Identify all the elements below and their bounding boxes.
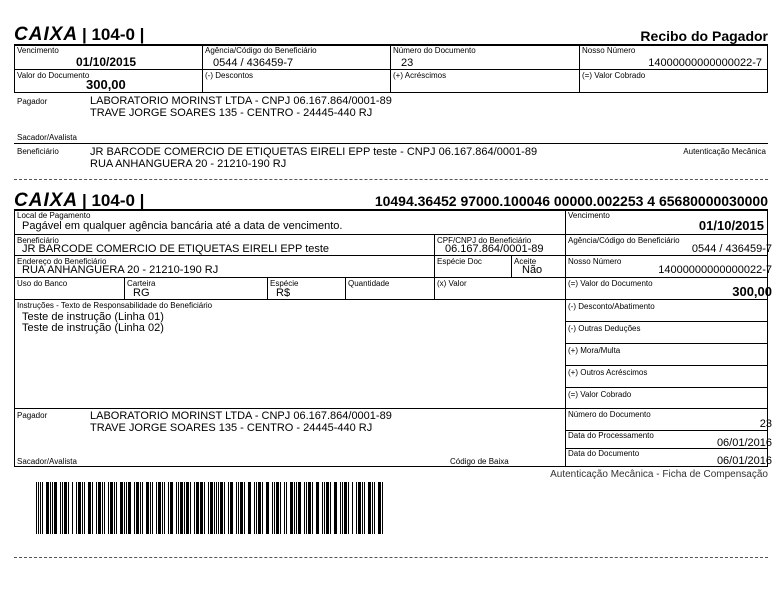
barcode-bar	[374, 482, 375, 534]
barcode-bar	[64, 482, 67, 534]
barcode-bar	[254, 482, 255, 534]
barcode-bar	[240, 482, 243, 534]
barcode-bar	[46, 482, 49, 534]
barcode-bar	[248, 482, 251, 534]
codigo-baixa-label: Código de Baixa	[450, 457, 509, 466]
valor-value: 300,00	[86, 77, 126, 92]
barcode-bar	[168, 482, 169, 534]
barcode-bar	[140, 482, 141, 534]
barcode-bar	[326, 482, 329, 534]
data-processamento-label: Data do Processamento	[568, 431, 654, 440]
acrescimos-label: (+) Acréscimos	[393, 71, 447, 80]
divider	[14, 234, 768, 235]
ficha-compensacao-label: Autenticação Mecânica - Ficha de Compensação	[550, 469, 768, 480]
deducoes-label: (-) Outras Deduções	[568, 324, 641, 333]
valor-documento-label: (=) Valor do Documento	[568, 279, 653, 288]
barcode-bar	[230, 482, 233, 534]
barcode-bar	[196, 482, 199, 534]
cnpj-value: 06.167.864/0001-89	[445, 243, 544, 255]
valor-label: Valor do Documento	[17, 71, 90, 80]
divider	[14, 408, 768, 409]
nosso-numero-label: Nosso Número	[582, 46, 636, 55]
endereco-label: Endereço do Beneficiário	[17, 257, 107, 266]
divider	[565, 387, 768, 388]
divider	[434, 278, 435, 299]
barcode-bar	[256, 482, 257, 534]
barcode-bar	[164, 482, 165, 534]
barcode-bar	[334, 482, 337, 534]
especie-value: R$	[276, 287, 291, 299]
divider	[345, 278, 346, 299]
numdoc-label: Número do Documento	[393, 46, 476, 55]
divider	[14, 466, 768, 467]
barcode-bar	[312, 482, 313, 534]
barcode-bar	[330, 482, 331, 534]
barcode-bar	[238, 482, 239, 534]
barcode-bar	[98, 482, 101, 534]
x-valor-label: (x) Valor	[437, 279, 467, 288]
quantidade-label: Quantidade	[348, 279, 390, 288]
barcode-bar	[276, 482, 279, 534]
receipt-title: Recibo do Pagador	[640, 28, 768, 44]
barcode-bar	[280, 482, 281, 534]
beneficiario-line2: RUA ANHANGUERA 20 - 21210-190 RJ	[90, 158, 287, 170]
barcode	[36, 482, 388, 534]
barcode-bar	[72, 482, 73, 534]
barcode-bar	[162, 482, 163, 534]
divider	[390, 45, 391, 92]
barcode-bar	[102, 482, 103, 534]
divider	[767, 45, 768, 92]
barcode-bar	[294, 482, 295, 534]
divider	[565, 210, 566, 466]
divider	[511, 256, 512, 277]
cut-line	[14, 557, 768, 558]
vencimento-label: Vencimento	[568, 211, 610, 220]
barcode-bar	[126, 482, 127, 534]
instrucoes-label: Instruções - Texto de Responsabilidade do Beneficiário	[17, 301, 213, 310]
barcode-bar	[78, 482, 81, 534]
barcode-bar	[304, 482, 305, 534]
barcode-bar	[40, 482, 41, 534]
divider	[14, 143, 768, 144]
barcode-bar	[298, 482, 301, 534]
barcode-bar	[156, 482, 157, 534]
barcode-bar	[308, 482, 311, 534]
pagador-line2: TRAVE JORGE SOARES 135 - CENTRO - 24445-440 RJ	[90, 107, 373, 119]
barcode-bar	[52, 482, 53, 534]
bank-code: | 104-0 |	[82, 191, 145, 210]
barcode-bar	[114, 482, 115, 534]
barcode-bar	[210, 482, 213, 534]
numdoc-value: 23	[401, 57, 414, 69]
divider	[14, 92, 768, 93]
barcode-bar	[178, 482, 179, 534]
desconto-label: (-) Desconto/Abatimento	[568, 302, 655, 311]
barcode-bar	[378, 482, 381, 534]
bank-code: | 104-0 |	[82, 25, 145, 44]
barcode-bar	[200, 482, 203, 534]
data-documento-label: Data do Documento	[568, 449, 640, 458]
pagador-line1: LABORATORIO MORINST LTDA - CNPJ 06.167.864/0001-89	[90, 95, 392, 107]
barcode-bar	[272, 482, 273, 534]
barcode-bar	[82, 482, 83, 534]
barcode-bar	[170, 482, 173, 534]
barcode-bar	[364, 482, 365, 534]
divider	[14, 44, 768, 46]
valor-documento-value: 300,00	[732, 284, 772, 299]
pagador-label: Pagador	[17, 411, 48, 420]
barcode-bar	[262, 482, 263, 534]
barcode-bar	[284, 482, 285, 534]
barcode-bar	[322, 482, 323, 534]
barcode-bar	[296, 482, 297, 534]
barcode-bar	[352, 482, 353, 534]
barcode-bar	[88, 482, 91, 534]
barcode-bar	[176, 482, 177, 534]
barcode-bar	[340, 482, 341, 534]
aceite-label: Aceite	[514, 257, 537, 266]
barcode-bar	[324, 482, 325, 534]
agencia-label: Agência/Código do Beneficiário	[568, 236, 680, 245]
numdoc-label: Número do Documento	[568, 410, 651, 419]
divider	[202, 45, 203, 92]
barcode-bar	[180, 482, 183, 534]
barcode-bar	[368, 482, 371, 534]
valor-cobrado-label: (=) Valor Cobrado	[582, 71, 646, 80]
divider	[124, 278, 125, 299]
barcode-bar	[214, 482, 215, 534]
barcode-bar	[224, 482, 225, 534]
pagador-line1: LABORATORIO MORINST LTDA - CNPJ 06.167.864/0001-89	[90, 410, 392, 422]
divider	[14, 255, 768, 256]
caixa-logo: CAIXA	[14, 24, 79, 45]
descontos-label: (-) Descontos	[205, 71, 254, 80]
divider	[579, 45, 580, 92]
barcode-bar	[84, 482, 85, 534]
nosso-numero-label: Nosso Número	[568, 257, 622, 266]
barcode-bar	[190, 482, 191, 534]
barcode-bar	[68, 482, 69, 534]
barcode-bar	[358, 482, 361, 534]
barcode-bar	[60, 482, 61, 534]
barcode-bar	[146, 482, 149, 534]
barcode-bar	[152, 482, 153, 534]
barcode-bar	[110, 482, 113, 534]
barcode-bar	[50, 482, 51, 534]
barcode-bar	[372, 482, 373, 534]
nosso-numero-value: 14000000000000022-7	[658, 264, 772, 276]
barcode-bar	[62, 482, 63, 534]
cnpj-label: CPF/CNPJ do Beneficiário	[437, 236, 532, 245]
divider	[565, 343, 768, 344]
autenticacao-label: Autenticação Mecânica	[683, 147, 766, 156]
instrucao-line1: Teste de instrução (Linha 01)	[22, 311, 164, 323]
pagador-label: Pagador	[17, 97, 48, 106]
barcode-bar	[96, 482, 97, 534]
barcode-bar	[142, 482, 143, 534]
agencia-value: 0544 / 436459-7	[691, 243, 772, 255]
divider	[14, 277, 768, 278]
outros-acrescimos-label: (+) Outros Acréscimos	[568, 368, 648, 377]
barcode-bar	[216, 482, 217, 534]
pagador-line2: TRAVE JORGE SOARES 135 - CENTRO - 24445-440 RJ	[90, 422, 373, 434]
instrucao-line2: Teste de instrução (Linha 02)	[22, 322, 164, 334]
barcode-bar	[258, 482, 261, 534]
agencia-label: Agência/Código do Beneficiário	[205, 46, 317, 55]
divider	[434, 235, 435, 277]
barcode-bar	[220, 482, 223, 534]
especie-doc-label: Espécie Doc	[437, 257, 482, 266]
barcode-bar	[150, 482, 151, 534]
data-processamento-value: 06/01/2016	[716, 437, 772, 449]
endereco-value: RUA ANHANGUERA 20 - 21210-190 RJ	[22, 264, 219, 276]
barcode-bar	[134, 482, 135, 534]
barcode-bar	[128, 482, 131, 534]
vencimento-value: 01/10/2015	[76, 55, 137, 69]
valor-cobrado-label: (=) Valor Cobrado	[568, 390, 632, 399]
uso-banco-label: Uso do Banco	[17, 279, 68, 288]
sacador-label: Sacador/Avalista	[17, 133, 77, 142]
barcode-bar	[362, 482, 363, 534]
agencia-value: 0544 / 436459-7	[213, 57, 294, 69]
beneficiario-label: Beneficiário	[17, 147, 59, 156]
data-documento-value: 06/01/2016	[716, 455, 772, 467]
mora-label: (+) Mora/Multa	[568, 346, 621, 355]
divider	[14, 299, 768, 300]
nosso-numero-value: 14000000000000022-7	[648, 57, 762, 69]
barcode-bar	[136, 482, 139, 534]
barcode-bar	[186, 482, 189, 534]
barcode-bar	[290, 482, 293, 534]
beneficiario-line1: JR BARCODE COMERCIO DE ETIQUETAS EIRELI EPP teste - CNPJ 06.167.864/0001-89	[90, 146, 538, 158]
sacador-label: Sacador/Avalista	[17, 457, 77, 466]
barcode-bar	[266, 482, 269, 534]
barcode-bar	[54, 482, 57, 534]
barcode-bar	[120, 482, 123, 534]
vencimento-value: 01/10/2015	[698, 218, 764, 233]
barcode-bar	[104, 482, 105, 534]
barcode-bar	[38, 482, 39, 534]
beneficiario-value: JR BARCODE COMERCIO DE ETIQUETAS EIRELI EPP teste	[22, 243, 330, 255]
divider	[14, 69, 768, 70]
carteira-value: RG	[133, 287, 150, 299]
local-pagamento-value: Pagável em qualquer agência bancária até a data de vencimento.	[22, 220, 343, 232]
divider	[14, 209, 768, 211]
divider	[14, 210, 15, 466]
barcode-bar	[316, 482, 319, 534]
vencimento-label: Vencimento	[17, 46, 59, 55]
barcode-bar	[228, 482, 229, 534]
barcode-bar	[76, 482, 77, 534]
barcode-bar	[356, 482, 357, 534]
divider	[14, 45, 15, 92]
barcode-bar	[92, 482, 93, 534]
barcode-bar	[158, 482, 161, 534]
barcode-bar	[306, 482, 307, 534]
cut-line	[14, 179, 768, 180]
barcode-bar	[274, 482, 275, 534]
aceite-value: Não	[522, 264, 543, 276]
barcode-bar	[124, 482, 125, 534]
divider	[565, 321, 768, 322]
beneficiario-label: Beneficiário	[17, 236, 59, 245]
barcode-bar	[208, 482, 209, 534]
barcode-bar	[218, 482, 219, 534]
local-pagamento-label: Local de Pagamento	[17, 211, 91, 220]
barcode-bar	[344, 482, 347, 534]
barcode-bar	[116, 482, 117, 534]
barcode-bar	[194, 482, 195, 534]
barcode-bar	[108, 482, 109, 534]
barcode-bar	[42, 482, 43, 534]
barcode-bar	[184, 482, 185, 534]
caixa-logo: CAIXA	[14, 190, 79, 211]
barcode-bar	[382, 482, 383, 534]
barcode-bar	[244, 482, 245, 534]
divider	[565, 365, 768, 366]
barcode-bar	[286, 482, 287, 534]
especie-label: Espécie	[270, 279, 299, 288]
numdoc-value: 23	[759, 418, 772, 430]
linha-digitavel: 10494.36452 97000.100046 00000.002253 4 65680000030000	[374, 193, 768, 209]
divider	[267, 278, 268, 299]
barcode-bar	[342, 482, 343, 534]
barcode-bar	[236, 482, 237, 534]
barcode-bar	[348, 482, 349, 534]
barcode-bar	[36, 482, 37, 534]
carteira-label: Carteira	[127, 279, 156, 288]
barcode-bar	[204, 482, 205, 534]
